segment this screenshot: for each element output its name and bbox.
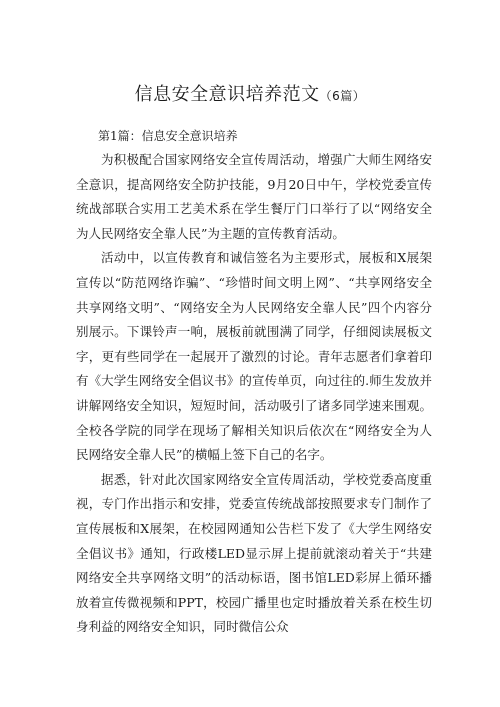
title-text: 信息安全意识培养范文 bbox=[134, 84, 320, 105]
title-suffix: （6篇） bbox=[319, 89, 366, 103]
paragraph: 据悉，针对此次国家网络安全宣传周活动，学校党委高度重视，专门作出指示和安排，党委宣传统战部按照要求专门制作了宣传展板和X展架，在校园网通知公告栏下发了《大学生网络安全倡议书》通知，行政楼LED显示屏上提前就滚动着关于“共建网络安全共享网络文明”的活动标语，图书馆LED彩屏上循环播放着宣传微视频和PPT，校园广播里也定时播放着关系在校生切身利益的网络安全知识，同时微信公众 bbox=[76, 471, 432, 635]
paragraph: 为积极配合国家网络安全宣传周活动，增强广大师生网络安全意识，提高网络安全防护技能，9月20日中午，学校党委宣传统战部联合实用工艺美术系在学生餐厅门口举行了以“网络安全为人民网络安全靠人民”为主题的宣传教育活动。 bbox=[76, 152, 432, 241]
paragraph: 活动中，以宣传教育和诚信签名为主要形式，展板和X展架宣传以“防范网络诈骗”、“珍惜时间文明上网”、“共享网络安全共享网络文明”、“网络安全为人民网络安全靠人民”四个内容分别展示。下课铃声一响，展板前就围满了同学，仔细阅读展板文字，更有些同学在一起展开了激烈的讨论。青年志愿者们拿着印有《大学生网络安全倡议书》的宣传单页，向过往的.师生发放并讲解网络安全知识，短短时间，活动吸引了诸多同学速来围观。全校各学院的同学在现场了解相关知识后依次在“网络安全为人民网络安全靠人民”的横幅上签下自己的名字。 bbox=[76, 250, 432, 463]
document-body bbox=[76, 148, 432, 640]
document-title bbox=[0, 80, 500, 106]
section-heading: 第1篇：信息安全意识培养 bbox=[98, 129, 238, 143]
